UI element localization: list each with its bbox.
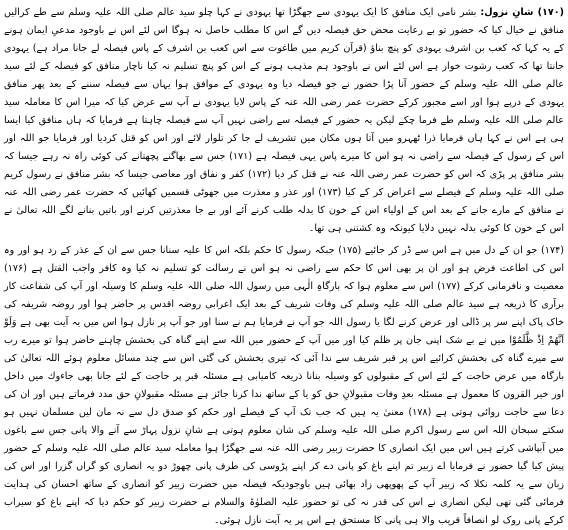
paragraph-2-text: (۱۷۴) جو ان کے دل میں ہے اس سے ڈر کر جائیے (۱۷۵) جبکہ رسول کا حکم بلکہ اس کا علیہ سنانا جس سے ان کے عذر کے رد ہو اور وہ اس کی اطاعت فرض ہو اور ان پر بھی اس کا حکم سے راضی نہ ہو اس نے رسالت کو تسلیم نہ کیا وہ کافر واجب القتل ہے (۱۷۶) معصیت و نافرمانی کرکے (۱۷۷) اس سے معلوم ہوا کہ بارگاہِ الٰہی میں رسول اللہ صلی اللہ علیہ وسلم کا وسیلہ اور آپ کی شفاعت کار برآری کا ذریعہ ہے سید عالم صلی اللہ علیہ وسلم کی وفات شریف کے بعد ایک اعرابی روضہ اقدس پر حاضر ہوا اور روضہ شریفہ کی خاک پاک اپنے سر پر ڈالی اور عرض کرنے لگا یا رسول اللہ جو آپ نے فرمایا ہم نے سنا اور جو آپ پر نازل ہوا اس میں یہ آیت بھی ہے وَلَوْ اَنَّهُمْ اِذْ ظَّلَمُوْا میں نے بے شک اپنی جان پر ظلم کیا اور میں آپ کے حضور میں اللہ سے اپنے گناہ کی بخشش چاہنے حاضر ہوا تو میرے رب سے میرے گناہ کی بخشش کرائیے اس پر قبر شریف سے ندا آئی کہ تیری بخشش کی گئی اس سے چند مسائل معلوم ہوئے اللہ تعالیٰ کی بارگاہ میں عرض حاجت کے لئے اس کے مقبولوں کو وسیلہ بنانا ذریعہ کامیابی ہے مسئلہ قبر پر حاجت کے لئے جانا بھی جاءوك میں داخل اور خیر القرون کا معمول ہے مسئلہ بعدِ وفات مقبولانِ حق کو یا کے ساتھ ندا کرنا جائز ہے مسئلہ مقبولانِ حق مدد فرماتے ہیں اور ان کی دعا سے حاجت روائی ہوتی ہے (۱۷۸) معنیٰ یہ ہیں کہ جب تک آپ کے فیصلے اور حکم کو صدق دل سے نہ مان لیں مسلمان نہیں ہو سکتے سبحان اللہ اس سے رسول اکرم صلی اللہ علیہ وسلم کی شان معلوم ہوتی ہے شانِ نزول پہاڑ سے آنے والا پانی جس سے باغوں میں آبپاشی کرتے ہیں اس میں ایک انصاری کا حضرت زبیر رضی اللہ عنہ سے جھگڑا ہوا معاملہ سید عالم صلی اللہ علیہ وسلم کے حضور پیش کیا گیا حضور نے فرمایا اے زبیر تم اپنے باغ کو پانی دے کر اپنے پڑوسی کی طرف پانی چھوڑ دو یہ انصاری کو گراں گزرا اور اس کی زبان سے یہ کلمہ نکلا کہ زبیر آپ کے پھوپھی زاد بھائی ہیں باوجودیکہ فیصلہ میں حضرت زبیر کو انصاری کے ساتھ احسان کی ہدایت فرمائی گئی تھی لیکن انصاری نے اس کی قدر نہ کی تو حضور علیہ الصلوٰۃ والسلام نے حضرت زبیر کو حکم دیا کہ اپنے باغ کو سیراب کرکے پانی روک لو انصافاً قریب والا ہی پانی کا مستحق ہے اس پر یہ آیت نازل ہوئی۔ [4, 245, 564, 526]
section-heading: (۱۷۰) شانِ نزول: [480, 7, 565, 18]
commentary-paragraph-1 [4, 4, 564, 238]
paragraph-1-text: بشر نامی ایک منافق کا ایک یہودی سے جھگڑا تھا یہودی نے کہا چلو سید عالم صلی اللہ علیہ وسلم سے طے کرالیں منافق نے خیال کیا کہ حضور تو بے رعایت محض حق فیصلہ دیں گے اس کا مطلب حاصل نہ ہوگا اس لئے اس نے باوجود مدعیِ ایمان ہونے کے یہ کہا کہ کعب بن اشرف یہودی کو پنچ بناؤ (قرآن کریم میں طاغوت سے اس کعب بن اشرف کے پاس فیصلہ لے جانا مراد ہے) یہودی جانتا تھا کہ کعب رشوت خوار ہے اس لئے اس نے باوجود ہم مذہب ہونے کے اس کو پنچ تسلیم نہ کیا ناچار منافق کو فیصلہ کے لئے سید عالم صلی اللہ علیہ وسلم کے حضور آنا پڑا حضور نے جو فیصلہ دیا وہ یہودی کے موافق ہوا یہاں سے فیصلہ سننے کے بعد پھر منافق یہودی کے درپے ہوا اور اسے مجبور کرکے حضرت عمر رضی اللہ عنہ کے پاس لایا یہودی نے آپ سے عرض کیا کہ میرا اس کا معاملہ سید عالم صلی اللہ علیہ وسلم طے فرما چکے لیکن یہ حضور کے فیصلہ سے راضی نہیں آپ سے فیصلہ چاہتا ہے فرمایا کہ ہاں منافق کیا ایسا ہی ہے اس نے کہا ہاں فرمایا ذرا ٹھہرو میں آتا ہوں مکان میں تشریف لے جا کر تلوار لائے اور اس کو قتل کردیا اور فرمایا جو اللہ اور اس کے رسول کے فیصلہ سے راضی نہ ہو اس کا میرے پاس یہی فیصلہ ہے (۱۷۱) جس سے بھاگنے پچھتانے کی کوئی راہ نہ رہے جیسا کہ بشر منافق پر پڑی کہ اس کو حضرت عمر رضی اللہ عنہ نے قتل کر دیا (۱۷۲) کفر و نفاق اور معاصی جیسا کہ بشر منافق نے رسول کریم صلی اللہ علیہ وسلم کے فیصلے سے اعراض کر کے کیا (۱۷۳) اور عذر و معذرت میں جھوٹی قسمیں کھائیں کہ حضرت عمر رضی اللہ عنہ نے منافق کے مارے جانے کے بعد اس کے اولیاء اس کے خون کا بدلہ طلب کرنے آئے اور بے جا معذرتیں کرنے اور باتیں بنانے لگے اللہ تعالیٰ نے اس کے خون کا کوئی بدلہ نہیں دلایا کیونکہ وہ کشتنی ہی تھا۔ [4, 7, 564, 234]
commentary-paragraph-2 [4, 242, 564, 530]
commentary-page [4, 4, 565, 526]
